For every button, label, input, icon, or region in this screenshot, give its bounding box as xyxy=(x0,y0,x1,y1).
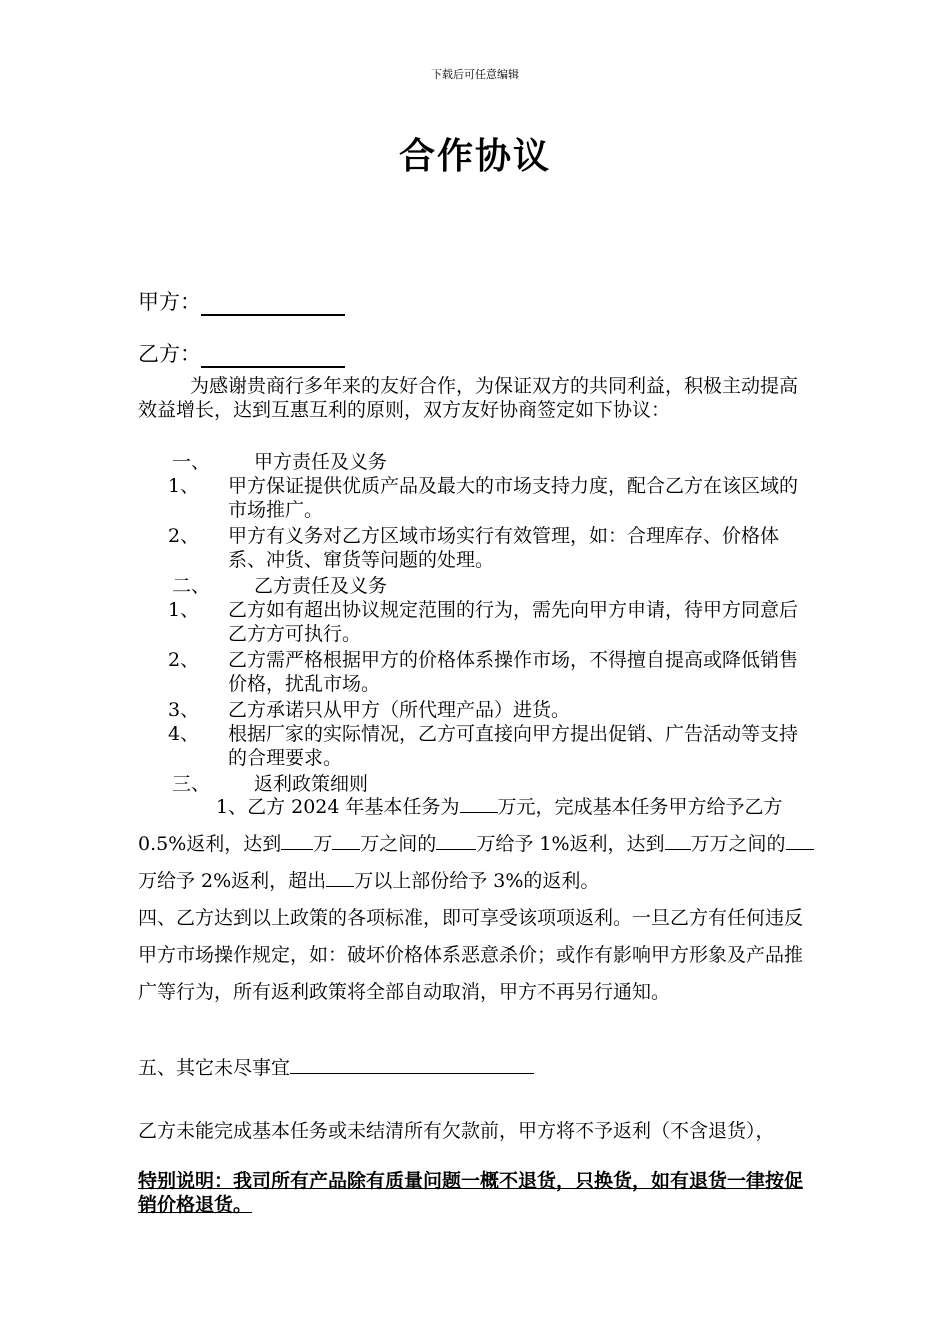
rebate-blank[interactable] xyxy=(281,829,313,850)
section-2-heading xyxy=(172,574,387,598)
item-number: 2、 xyxy=(168,649,200,671)
section-2-number: 二、 xyxy=(172,575,211,597)
rebate-text: 万以上部份给予 3%的返利。 xyxy=(354,870,600,892)
note-paragraph: 乙方未能完成基本任务或未结清所有欠款前，甲方将不予返利（不含退货）， xyxy=(138,1120,775,1142)
rebate-text: 万给予 2%返利，超出 xyxy=(138,870,327,892)
rebate-text: 万元，完成基本任务甲方给予乙方 0.5%返利，达到 xyxy=(138,796,783,855)
item-number: 4、 xyxy=(168,723,200,745)
section-1-title: 甲方责任及义务 xyxy=(254,451,388,473)
section-2-item xyxy=(168,598,814,646)
party-b-line xyxy=(138,338,345,368)
item-number: 2、 xyxy=(168,525,200,547)
section-3-number: 三、 xyxy=(172,773,211,795)
rebate-blank[interactable] xyxy=(436,829,476,850)
item-text: 根据厂家的实际情况，乙方可直接向甲方提出促销、广告活动等支持的合理要求。 xyxy=(228,723,799,769)
rebate-blank[interactable] xyxy=(786,829,814,850)
rebate-text: 1、乙方 2024 年基本任务为 xyxy=(216,796,460,818)
rebate-blank[interactable] xyxy=(460,792,498,813)
section-1-number: 一、 xyxy=(172,451,211,473)
rebate-text: 万给予 1%返利，达到 xyxy=(476,833,665,855)
item-text: 甲方有义务对乙方区域市场实行有效管理，如：合理库存、价格体系、冲货、窜货等问题的处理。 xyxy=(228,525,780,571)
section-2-title: 乙方责任及义务 xyxy=(254,575,388,597)
rebate-text: 万万之间的 xyxy=(690,833,786,855)
section-1-item xyxy=(168,474,814,522)
section-5-blank[interactable] xyxy=(290,1053,534,1074)
section-1-item xyxy=(168,524,814,572)
item-number: 3、 xyxy=(168,699,200,721)
page-header: 下载后可任意编辑 xyxy=(431,68,519,81)
section-2-item xyxy=(168,722,814,770)
item-text: 乙方承诺只从甲方（所代理产品）进货。 xyxy=(228,699,571,721)
item-text: 乙方需严格根据甲方的价格体系操作市场，不得擅自提高或降低销售价格，扰乱市场。 xyxy=(228,649,799,695)
document-title: 合作协议 xyxy=(398,135,551,177)
section-2-item xyxy=(168,698,814,722)
section-5-text: 五、其它未尽事宜 xyxy=(138,1057,291,1079)
item-number: 1、 xyxy=(168,475,200,497)
special-note: 特别说明：我司所有产品除有质量问题一概不退货，只换货，如有退货一律按促销价格退货。 xyxy=(138,1170,804,1216)
party-a-label: 甲方： xyxy=(138,290,201,314)
section-2-item xyxy=(168,648,814,696)
item-text: 乙方如有超出协议规定范围的行为，需先向甲方申请，待甲方同意后乙方方可执行。 xyxy=(228,599,799,645)
rebate-text: 万 xyxy=(313,833,333,855)
rebate-text: 万之间的 xyxy=(360,833,437,855)
item-number: 1、 xyxy=(168,599,200,621)
party-b-blank[interactable] xyxy=(201,344,345,368)
party-b-label: 乙方： xyxy=(138,342,201,366)
section-1-heading xyxy=(172,450,387,474)
party-a-line xyxy=(138,286,345,316)
party-a-blank[interactable] xyxy=(201,292,345,316)
section-5-line xyxy=(138,1050,814,1087)
rebate-paragraph xyxy=(138,789,814,900)
item-text: 甲方保证提供优质产品及最大的市场支持力度，配合乙方在该区域的市场推广。 xyxy=(228,475,799,521)
section-3-title: 返利政策细则 xyxy=(254,773,369,795)
rebate-blank[interactable] xyxy=(326,866,354,887)
rebate-blank[interactable] xyxy=(665,829,691,850)
intro-paragraph: 为感谢贵商行多年来的友好合作，为保证双方的共同利益，积极主动提高效益增长，达到互惠互利的原则，双方友好协商签定如下协议： xyxy=(138,375,799,421)
rebate-blank[interactable] xyxy=(332,829,360,850)
section-4-paragraph: 四、乙方达到以上政策的各项标准，即可享受该项项返利。一旦乙方有任何违反甲方市场操作规定，如：破坏价格体系恶意杀价；或作有影响甲方形象及产品推广等行为，所有返利政策将全部自动取消，甲方不再另行通知。 xyxy=(138,907,804,1003)
